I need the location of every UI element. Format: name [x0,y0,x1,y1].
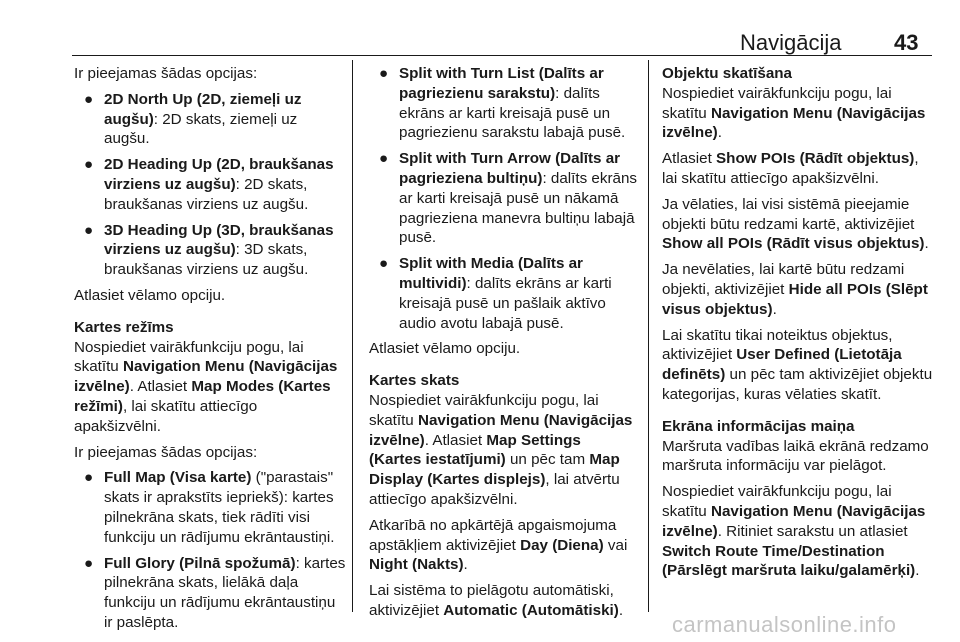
column-2 [369,64,637,627]
paragraph: Nospiediet vairākfunkciju pogu, lai skatītu Navigation Menu (Navigācijas izvēlne). Ritiniet sarakstu un atlasiet Switch Route Time/Destination (Pārslēgt maršruta laiku/galamērķi). [662,483,926,580]
list-item: ● 3D Heading Up (3D, braukšanas virziens uz augšu): 3D skats, braukšanas virziens uz augšu. [84,221,334,279]
bullet-icon: ● [84,156,94,174]
section-heading: Ekrāna informācijas maiņa [662,417,855,435]
list-item: ● Split with Media (Dalīts ar multividi): dalīts ekrāns ar karti kreisajā pusē un pašlaik aktīvo audio avotu labajā pusē. [379,255,612,332]
section-heading: Kartes režīms [74,318,174,336]
page-number: 43 [894,30,919,55]
paragraph: Atlasiet Show POIs (Rādīt objektus), lai skatītu attiecīgo apakšizvēlni. [662,150,919,187]
header-rule [72,55,932,56]
option-list [74,90,346,280]
paragraph: Lai skatītu tikai noteiktus objektus, aktivizējiet User Defined (Lietotāja definēts) un pēc tam aktivizējiet objektu kategorijas, kuras vēlaties skatīt. [662,326,933,403]
bullet-icon: ● [84,554,94,572]
page-title: Navigācija [740,30,842,55]
paragraph: Nospiediet vairākfunkciju pogu, lai skatītu Navigation Menu (Navigācijas izvēlne). Atlasiet Map Modes (Kartes režīmi), lai skatītu attiecīgo apakšizvēlni. [74,338,338,435]
column-divider [352,60,353,612]
bullet-icon: ● [379,150,389,168]
bullet-icon: ● [84,90,94,108]
list-item: ● Full Glory (Pilnā spožumā): kartes pilnekrāna skats, lielākā daļa funkciju un rādījumu ekrāntaustiņu ir paslēpta. [84,554,346,631]
paragraph: Nospiediet vairākfunkciju pogu, lai skatītu Navigation Menu (Navigācijas izvēlne). Atlasiet Map Settings (Kartes iestatījumi) un pēc tam Map Display (Kartes displejs), lai atvērtu attiecīgo apakšizvēlni. [369,391,633,508]
paragraph: Ja nevēlaties, lai kartē būtu redzami objekti, aktivizējiet Hide all POIs (Slēpt visus objektus). [662,261,928,318]
paragraph: Nospiediet vairākfunkciju pogu, lai skatītu Navigation Menu (Navigācijas izvēlne). [662,84,926,142]
bullet-icon: ● [379,65,389,82]
paragraph: Maršruta vadības laikā ekrānā redzamo maršruta informāciju var pielāgot. [662,437,929,475]
column-3 [662,64,934,587]
list-item: ● Full Map (Visa karte) ("parastais" skats ir aprakstīts iepriekš): kartes pilnekrāna skats, tiek rādīti visi funkciju un rādījumu ekrāntaustiņi. [84,469,335,546]
column-1 [74,64,346,639]
paragraph: Ir pieejamas šādas opcijas: [74,65,258,82]
list-item: ● 2D North Up (2D, ziemeļi uz augšu): 2D skats, ziemeļi uz augšu. [84,90,302,148]
bullet-icon: ● [84,469,94,487]
column-divider [648,60,649,612]
section-heading: Kartes skats [369,372,460,390]
bullet-icon: ● [84,221,94,239]
paragraph: Lai sistēma to pielāgotu automātiski, aktivizējiet Automatic (Automātiski). [369,582,624,619]
paragraph: Ja vēlaties, lai visi sistēmā pieejamie objekti būtu redzami kartē, aktivizējiet Show all POIs (Rādīt visus objektus). [662,195,929,253]
paragraph: Atlasiet vēlamo opciju. [74,286,226,304]
section-heading: Objektu skatīšana [662,65,792,82]
paragraph: Atkarībā no apkārtējā apgaismojuma apstākļiem aktivizējiet Day (Diena) vai Night (Nakts). [369,516,628,574]
list-item: ● Split with Turn List (Dalīts ar pagriezienu sarakstu): dalīts ekrāns ar karti kreisajā pusē un pagriezienu sarakstu labajā pusē. [379,65,626,142]
list-item: ● 2D Heading Up (2D, braukšanas virziens uz augšu): 2D skats, braukšanas virziens uz augšu. [84,156,334,213]
paragraph: Atlasiet vēlamo opciju. [369,340,521,358]
list-item: ● Split with Turn Arrow (Dalīts ar pagrieziena bultiņu): dalīts ekrāns ar karti kreisajā pusē un nākamā pagrieziena manevra bultiņu labajā pusē. [379,150,637,247]
option-list [369,64,637,333]
watermark: carmanualsonline.info [672,612,897,637]
option-list [74,468,346,632]
bullet-icon: ● [379,255,389,273]
paragraph: Ir pieejamas šādas opcijas: [74,443,258,461]
